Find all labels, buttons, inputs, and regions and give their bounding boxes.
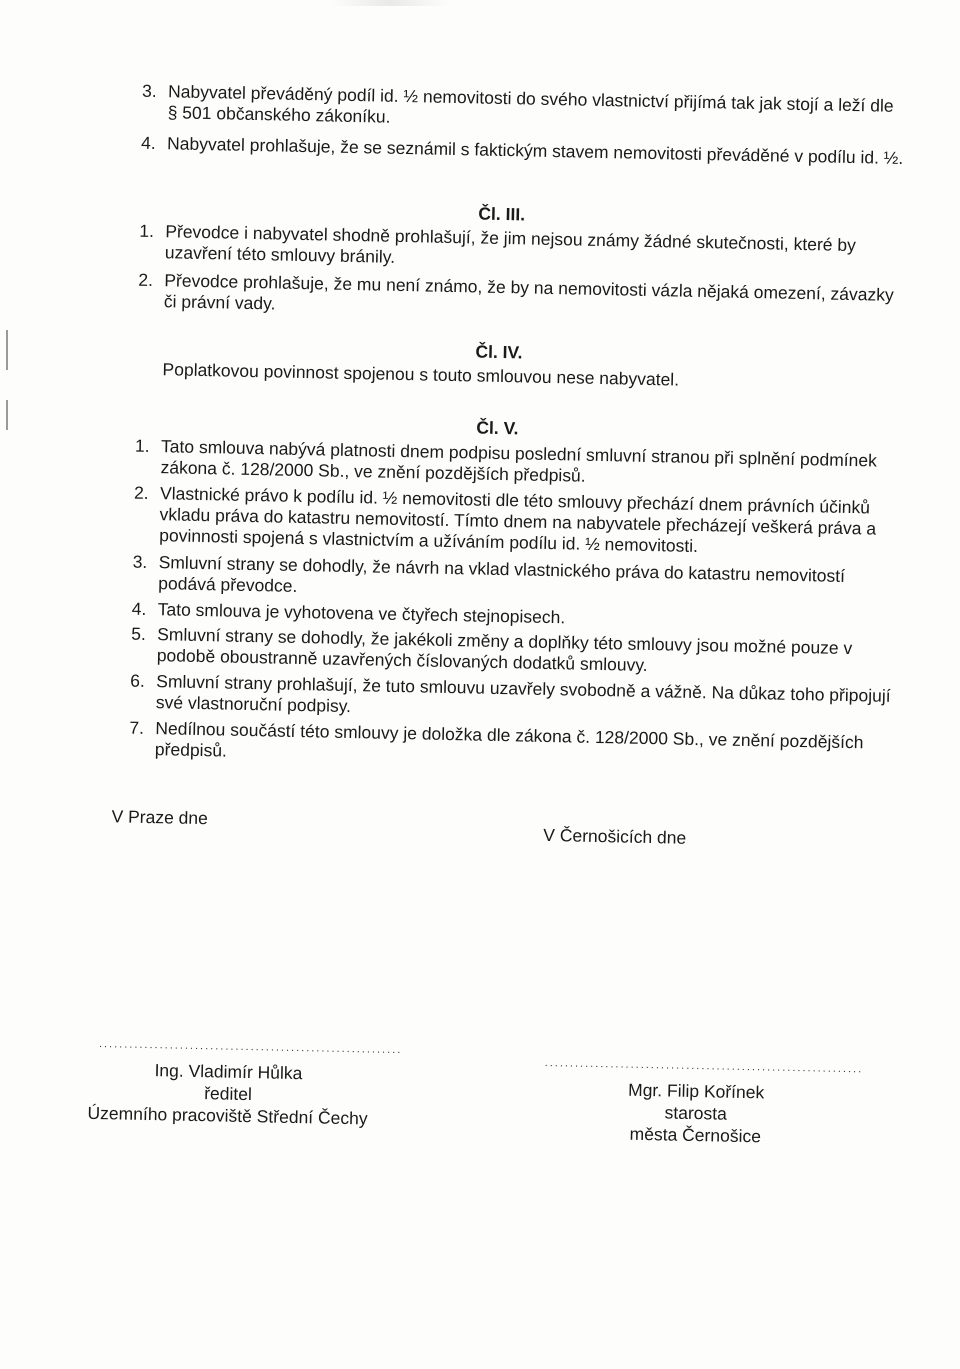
art2-item-3 [141, 80, 908, 138]
art3-item-2 [138, 269, 905, 327]
item-text: Smluvní strany se dohodly, že jakékoli změny a doplňky této smlouvy jsou možné pouze v podobě oboustranně uzavřených číslovaných dodatků smlouvy. [156, 624, 853, 675]
item-number: 1. [139, 220, 155, 241]
item-text: Tato smlouva je vyhotovena ve čtyřech stejnopisech. [157, 599, 566, 628]
item-number: 2. [133, 482, 149, 503]
item-number: 3. [141, 80, 157, 102]
signer-name: Mgr. Filip Kořínek [627, 1079, 765, 1103]
item-text: Nabyvatel prohlašuje, že se seznámil s faktickým stavem nemovitosti převáděné v podílu id. ½. [166, 133, 904, 169]
item-text: Smluvní strany prohlašují, že tuto smlouvu uzavřely svobodně a vážně. Na důkaz toho připojují své vlastnoruční podpisy. [155, 671, 891, 717]
item-number: 7. [129, 717, 145, 738]
art4-text: Poplatkovou povinnost spojenou s touto smlouvou nese nabyvatel. [162, 359, 680, 390]
signer-name: Ing. Vladimír Hůlka [154, 1060, 303, 1084]
signer-organization: Územního pracoviště Střední Čechy [87, 1102, 368, 1129]
place-left: V Praze dne [111, 806, 209, 829]
item-number: 6. [130, 670, 146, 691]
art5-item-2 [133, 482, 900, 561]
art2-item-4 [140, 132, 907, 169]
signature-dots-left: ............................................................ [98, 1038, 403, 1057]
item-text: Tato smlouva nabývá platnosti dnem podpisu poslední smluvní stranou při splnění podmínek zákona č. 128/2000 Sb., ve znění pozdějších předpisů. [160, 436, 878, 486]
signer-role: starosta [664, 1102, 728, 1124]
item-text: Smluvní strany se dohodly, že návrh na vklad vlastnického práva do katastru nemovitostí podává převodce. [158, 552, 846, 596]
item-number: 3. [132, 551, 148, 572]
signature-dots-right: ............................................................... [544, 1057, 864, 1076]
place-right: V Černošicích dne [543, 824, 687, 848]
item-text: Vlastnické právo k podílu id. ½ nemovitosti dle této smlouvy přechází dnem právních účinků vkladu práva do katastru nemovitostí. Tímto dnem na nabyvatele přecházejí veškerá práva a povinnosti spojená s vlastnictvím a užíváním podílu id. ½ nemovitosti. [159, 483, 877, 556]
article-heading-5: Čl. V. [476, 417, 519, 439]
item-number: 4. [140, 132, 156, 154]
signer-organization: města Černošice [629, 1123, 762, 1147]
item-text: Nabyvatel převáděný podíl id. ½ nemovitosti do svého vlastnictví přijímá tak jak stojí a leží dle § 501 občanského zákoníku. [167, 81, 894, 127]
signature-block-left [67, 1057, 388, 1129]
signature-block-right [535, 1077, 856, 1149]
item-text: Nedílnou součástí této smlouvy je doložka dle zákona č. 128/2000 Sb., ve znění pozdějších předpisů. [154, 718, 864, 761]
article-heading-3: Čl. III. [478, 203, 526, 225]
article-heading-4: Čl. IV. [475, 341, 523, 363]
art3-item-1 [139, 220, 906, 278]
item-text: Převodce i nabyvatel shodně prohlašují, že jim nejsou známy žádné skutečnosti, které by uzavření této smlouvy bránily. [164, 221, 857, 267]
signer-role: ředitel [203, 1083, 253, 1105]
item-number: 5. [131, 623, 147, 644]
item-number: 2. [138, 269, 154, 290]
item-number: 4. [131, 598, 147, 619]
item-text: Převodce prohlašuje, že mu není známo, že by na nemovitosti vázla nějaká omezení, závazky či právní vady. [163, 270, 894, 314]
item-number: 1. [134, 435, 150, 456]
art5-item-7 [129, 717, 896, 775]
